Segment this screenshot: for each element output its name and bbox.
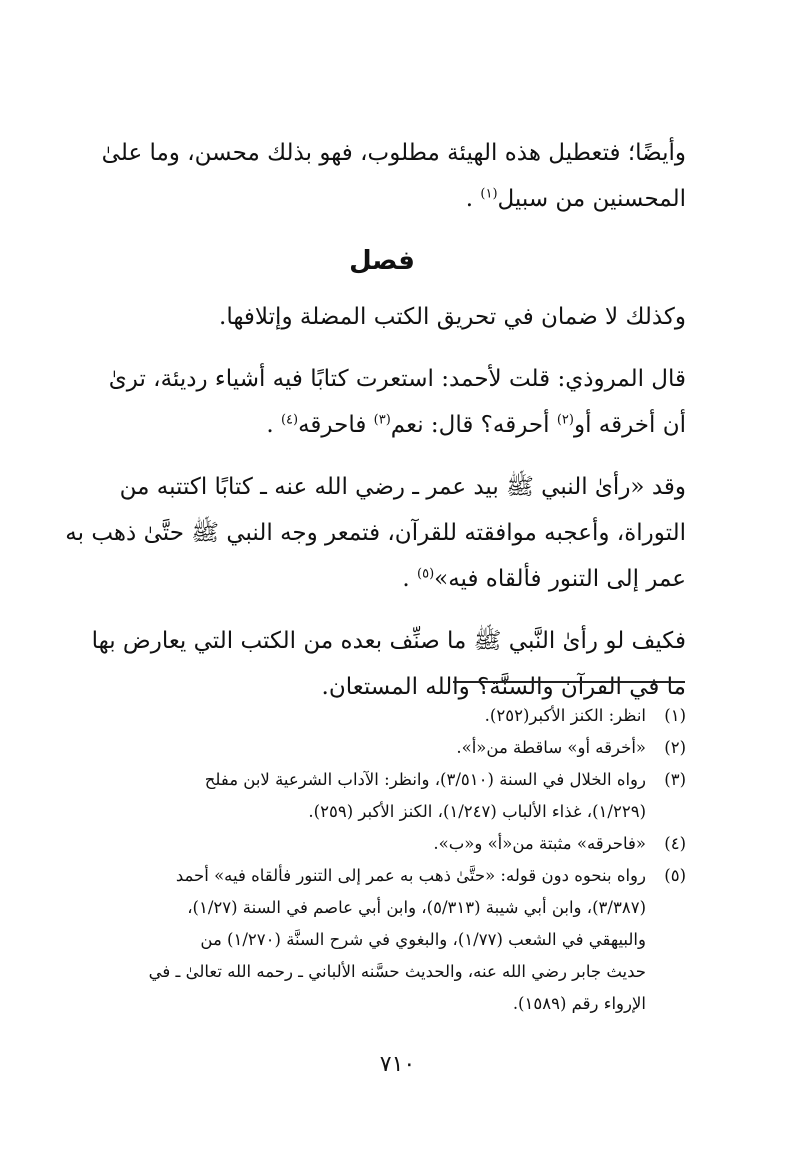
footnote-text — [78, 732, 646, 764]
footnote-ref-5[interactable]: (٥) — [417, 566, 435, 582]
footnote-line: والبيهقي في الشعب (١/٧٧)، والبغوي في شرح السنَّة (١/٢٧٠) من — [200, 930, 646, 949]
text-line: فكيف لو رأىٰ النَّبي ﷺ ما صنِّف بعده من الكتب التي يعارض بها — [91, 628, 686, 654]
text-line: وكذلك لا ضمان في تحريق الكتب المضلة وإتلافها. — [219, 304, 686, 330]
text-segment: فاحرقه — [298, 412, 374, 438]
text-line: ما في القرآن والسنَّة؟ والله المستعان. — [321, 674, 686, 700]
text-segment: . — [465, 186, 474, 212]
footnote-line: انظر: الكنز الأكبر(٢٥٢). — [484, 706, 646, 725]
main-text — [65, 130, 686, 726]
text-line: التوراة، وأعجبه موافقته للقرآن، فتمعر وجه النبي ﷺ حتَّىٰ ذهب به — [65, 520, 686, 546]
footnote-number: (٣) — [664, 770, 686, 789]
text-line — [78, 556, 686, 602]
paragraph-4 — [65, 464, 686, 602]
footnote-5 — [78, 860, 686, 1020]
footnote-number: (١) — [664, 706, 686, 725]
footnote-number: (٢) — [664, 738, 686, 757]
footnote-2 — [78, 732, 686, 764]
footnotes — [78, 700, 686, 1020]
section-heading: فصل — [349, 246, 415, 276]
footnote-text — [78, 860, 646, 1020]
paragraph-5 — [78, 618, 686, 710]
footnote-line: «أخرقه أو» ساقطة من«أ». — [456, 738, 646, 757]
footnote-ref-1[interactable]: (١) — [480, 186, 498, 202]
footnote-line: الإرواء رقم (١٥٨٩). — [512, 994, 646, 1013]
paragraph-1 — [78, 130, 686, 222]
text-line: وقد «رأىٰ النبي ﷺ بيد عمر ـ رضي الله عنه ـ كتابًا اكتتبه من — [119, 474, 686, 500]
text-line: وأيضًا؛ فتعطيل هذه الهيئة مطلوب، فهو بذلك محسن، وما علىٰ — [101, 140, 686, 166]
paragraph-3 — [78, 356, 686, 448]
footnote-line: رواه بنحوه دون قوله: «حتَّىٰ ذهب به عمر إلى التنور فألقاه فيه» أحمد — [175, 866, 646, 885]
footnote-line: رواه الخلال في السنة (٣/٥١٠)، وانظر: الآداب الشرعية لابن مفلح — [204, 770, 646, 789]
text-segment: . — [402, 566, 410, 592]
footnote-1 — [78, 700, 686, 732]
footnote-number: (٥) — [664, 866, 686, 885]
footnote-line: (٣/٣٨٧)، وابن أبي شيبة (٥/٣١٣)، وابن أبي عاصم في السنة (١/٢٧)، — [187, 898, 646, 917]
footnote-separator — [453, 681, 685, 683]
text-line — [78, 176, 686, 222]
text-line — [78, 402, 686, 448]
text-segment: أن أخرقه أو — [573, 412, 686, 438]
text-segment: المحسنين من سبيل — [497, 186, 686, 212]
footnote-line: «فاحرقه» مثبتة من«أ» و«ب». — [433, 834, 646, 853]
text-segment: أحرقه؟ قال: نعم — [390, 412, 557, 438]
paragraph-2 — [78, 294, 686, 340]
footnote-3 — [78, 764, 686, 828]
text-segment: عمر إلى التنور فألقاه فيه» — [434, 566, 686, 592]
footnote-line: (١/٢٢٩)، غذاء الألباب (١/٢٤٧)، الكنز الأكبر (٢٥٩). — [308, 802, 646, 821]
text-line: قال المروذي: قلت لأحمد: استعرت كتابًا فيه أشياء رديئة، ترىٰ — [108, 366, 686, 392]
text-segment: . — [266, 412, 274, 438]
footnote-line: حديث جابر رضي الله عنه، والحديث حسَّنه الألباني ـ رحمه الله تعالىٰ ـ في — [148, 962, 646, 981]
footnote-text — [78, 700, 646, 732]
footnote-text — [78, 828, 646, 860]
footnote-ref-2[interactable]: (٢) — [556, 412, 574, 428]
page-number: ٧١٠ — [379, 1052, 416, 1077]
footnote-number: (٤) — [664, 834, 686, 853]
footnote-text — [78, 764, 646, 828]
footnote-4 — [78, 828, 686, 860]
footnote-ref-4[interactable]: (٤) — [280, 412, 299, 428]
footnote-ref-3[interactable]: (٣) — [373, 412, 391, 428]
